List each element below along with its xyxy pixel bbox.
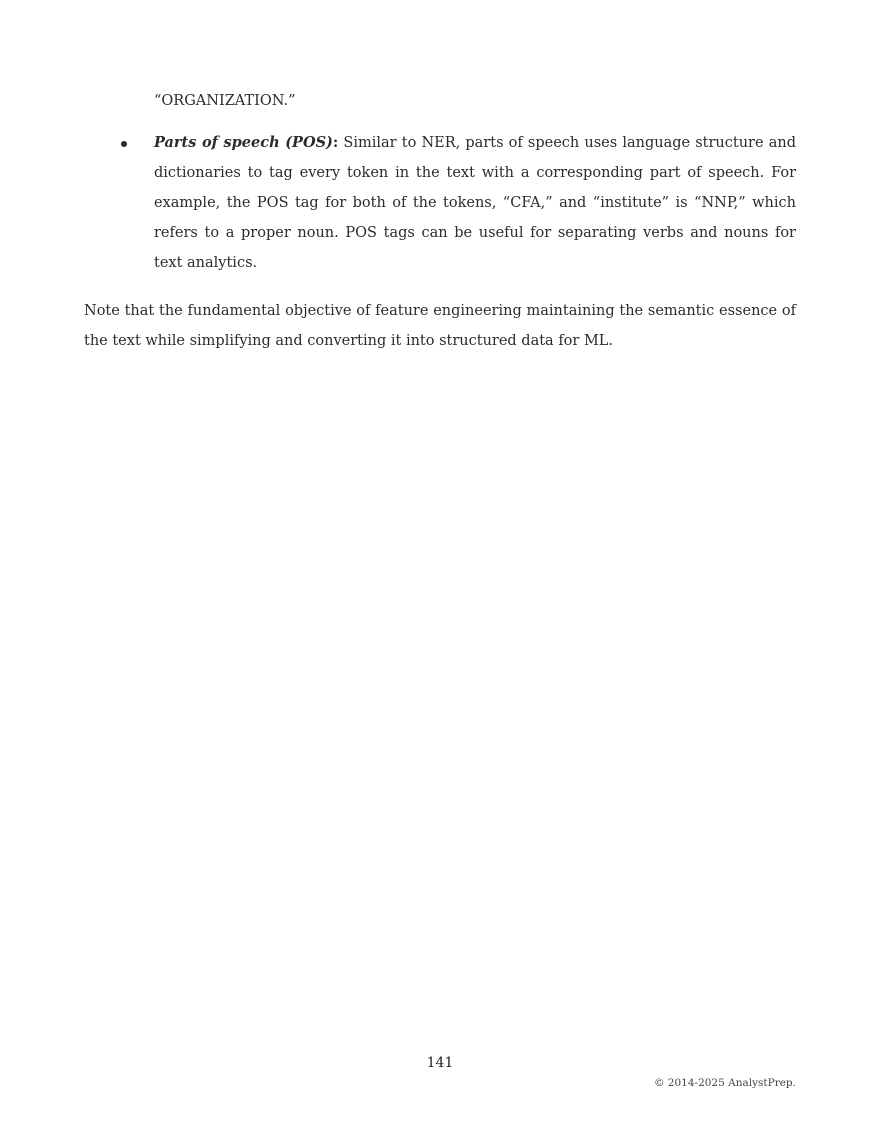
bullet-term-colon: :: [332, 134, 339, 151]
bullet-item-pos: [116, 128, 796, 278]
continuation-text: “ORGANIZATION.”: [154, 93, 296, 109]
bullet-text: Similar to NER, parts of speech uses language structure and dictionaries to tag every token in the text with a corresponding part of speech. For example, the POS tag for both of the tokens, “CFA,” and “institute” is “NNP,” which refers to a proper noun. POS tags can be useful for separating verbs and nouns for text analytics.: [154, 135, 796, 271]
copyright-notice: © 2014-2025 AnalystPrep.: [653, 1077, 796, 1089]
bullet-icon: [121, 141, 127, 147]
bullet-list: [116, 128, 796, 278]
page-number: 141: [426, 1055, 454, 1071]
bullet-term: Parts of speech (POS): [154, 134, 333, 151]
note-paragraph: Note that the fundamental objective of feature engineering maintaining the semantic essence of the text while simplifying and converting it into structured data for ML.: [84, 303, 796, 349]
